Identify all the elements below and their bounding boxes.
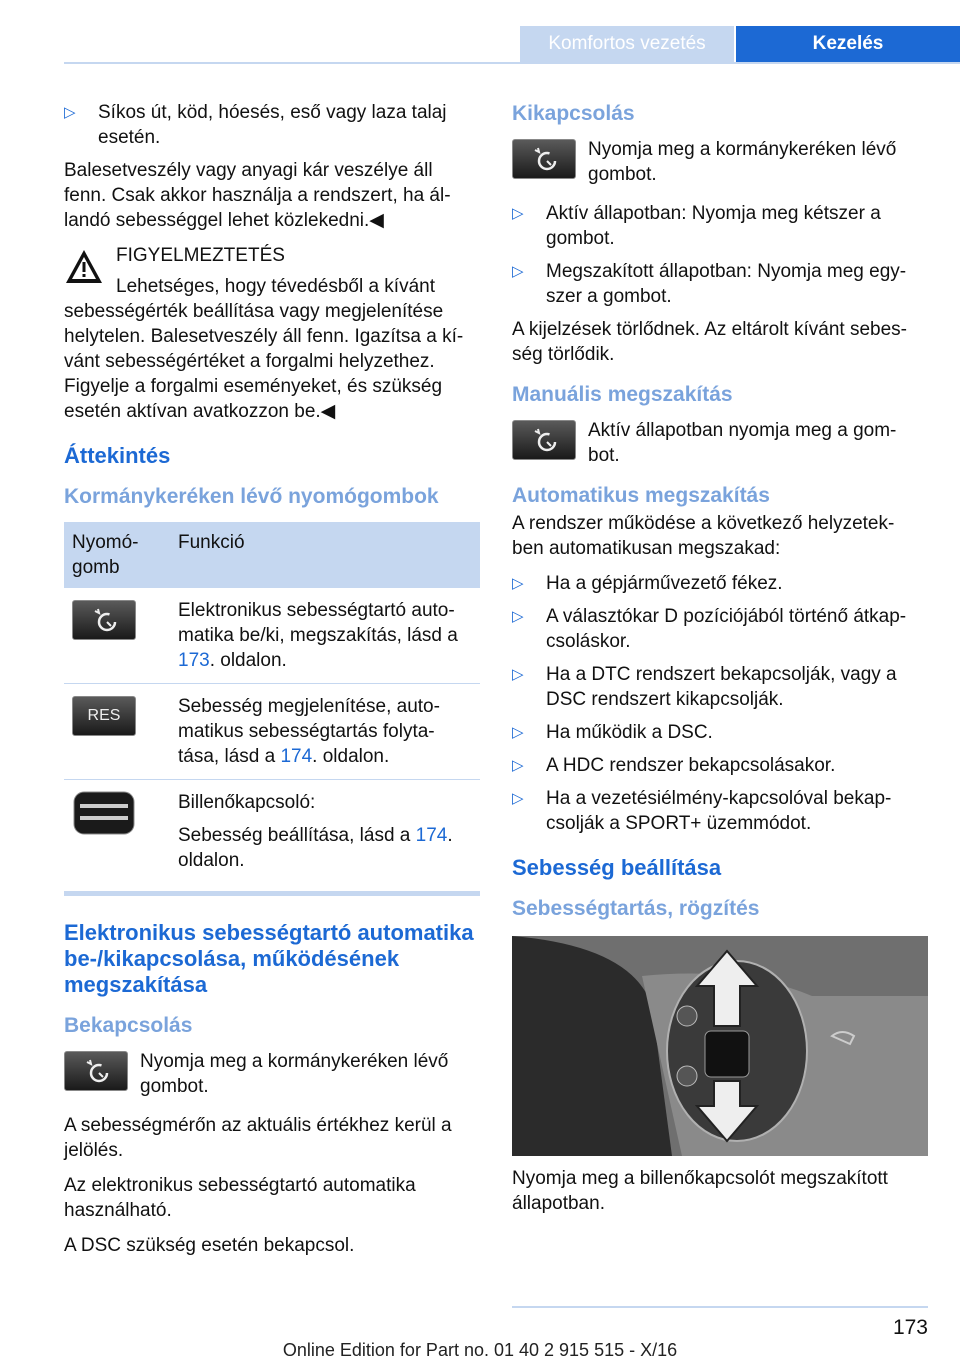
list-item: ▷ Megszakított állapotban: Nyomja meg egy‐ szer a gombot. [512,261,907,307]
list-item: ▷ A választókar D pozíciójából történő átkap‐ csoláskor. [512,606,907,652]
header-chapter: Kezelés [736,26,960,62]
left-column [64,100,480,1268]
bullet-triangle-icon: ▷ [512,724,524,741]
list-item: ▷ Ha a DTC rendszert bekapcsolják, vagy a DSC rendszert kikapcsolják. [512,664,897,710]
list-item: ▷ Síkos út, köd, hóesés, eső vagy laza talaj esetén. [64,102,447,148]
section-heading: Sebesség beállítása [512,855,722,880]
table-header: Funkció [170,522,480,588]
section-heading: Elektronikus sebességtartó automatika be-/kikapcsolása, működésének megszakítása [64,920,474,997]
list-item: ▷ Aktív állapotban: Nyomja meg kétszer a gombot. [512,203,881,249]
paragraph: A rendszer működése a következő helyzetek‐ ben automatikusan megszakad: [512,513,895,559]
buttons-table [64,522,480,883]
res-button: RES [72,696,136,736]
rocker-switch-icon [72,790,136,836]
bullet-triangle-icon: ▷ [512,205,524,222]
warning-title: FIGYELMEZTETÉS [116,245,285,266]
bullet-triangle-icon: ▷ [64,104,76,121]
table-end-rule [64,891,480,896]
list-item: ▷ Ha a vezetésiélmény-kapcsolóval bekap‐ csolják a SPORT+ üzemmódot. [512,788,892,834]
paragraph: Az elektronikus sebességtartó automatika használható. [64,1175,416,1221]
edition-footer: Online Edition for Part no. 01 40 2 915 515 - X/16 [282,1340,678,1360]
page-number: 173 [892,1316,928,1339]
paragraph: Balesetveszély vagy anyagi kár veszélye áll fenn. Csak akkor használja a rendszert, ha ál‐ landó sebességgel lehet közlekedni.◀ [64,160,451,231]
paragraph: A kijelzések törlődnek. Az eltárolt kívánt sebes‐ ség törlődik. [512,319,907,365]
warning-triangle-icon [64,247,104,287]
section-heading: Áttekintés [64,443,171,468]
bullet-triangle-icon: ▷ [512,608,524,625]
bullet-triangle-icon: ▷ [512,790,524,807]
header-divider [64,62,960,64]
button-instruction: Nyomja meg a kormánykeréken lévő gombot. [64,1049,480,1099]
subsection-heading: Kormánykeréken lévő nyomógombok [64,485,439,508]
table-row: RES Sebesség megjelenítése, auto‐ matikus sebességtartás folyta‐ tása, lásd a 174. oldalon. [64,684,480,780]
right-column [512,100,928,1226]
paragraph: A sebességmérőn az aktuális értékhez kerül a jelölés. [64,1115,452,1161]
list-item: ▷ A HDC rendszer bekapcsolásakor. [512,755,836,776]
list-item: ▷ Ha a gépjárművezető fékez. [512,573,783,594]
button-instruction: Aktív állapotban nyomja meg a gom‐ bot. [512,418,928,468]
table-row: Elektronikus sebességtartó auto‐ matika be/ki, megszakítás, lásd a 173. oldalon. [64,588,480,684]
subsection-heading: Kikapcsolás [512,102,635,125]
table-header: Nyomó‐ gomb [64,522,170,588]
bullet-triangle-icon: ▷ [512,757,524,774]
photo-caption: Nyomja meg a billenőkapcsolót megszakított állapotban. [512,1168,888,1214]
paragraph: A DSC szükség esetén bekapcsol. [64,1235,355,1256]
subsection-heading: Automatikus megszakítás [512,484,770,507]
speedometer-icon [512,420,576,460]
warning-block [64,243,480,424]
warning-text: Lehetséges, hogy tévedésből a kívánt sebességérték beállítása vagy megjelenítése helytelen. Balesetveszély áll fenn. Igazítsa a kí‐ vánt sebességértéket a forgalmi helyzethez. Figyelje a forgalmi eseményeket, és szükség esetén aktívan avatkozzon be.◀ [64,276,464,422]
speedometer-icon [72,600,136,640]
subsection-heading: Sebességtartás, rögzítés [512,897,760,920]
page-link[interactable]: 174 [415,825,448,846]
header-top [0,0,960,24]
page-link[interactable]: 174 [280,746,313,767]
subsection-heading: Bekapcsolás [64,1014,193,1037]
bullet-triangle-icon: ▷ [512,666,524,683]
page-link[interactable]: 173 [178,650,210,671]
speedometer-icon [512,139,576,179]
list-item: ▷ Ha működik a DSC. [512,722,713,743]
table-row: Billenőkapcsoló: Sebesség beállítása, lásd a 174. oldalon. [64,780,480,884]
footer-divider [512,1306,928,1308]
subsection-heading: Manuális megszakítás [512,383,733,406]
button-instruction: Nyomja meg a kormánykeréken lévő gombot. [512,137,928,187]
bullet-triangle-icon: ▷ [512,575,524,592]
speedometer-icon [64,1051,128,1091]
header-section: Komfortos vezetés [520,26,734,62]
bullet-triangle-icon: ▷ [512,263,524,280]
table-header-row [64,522,480,588]
steering-wheel-photo [512,936,928,1156]
